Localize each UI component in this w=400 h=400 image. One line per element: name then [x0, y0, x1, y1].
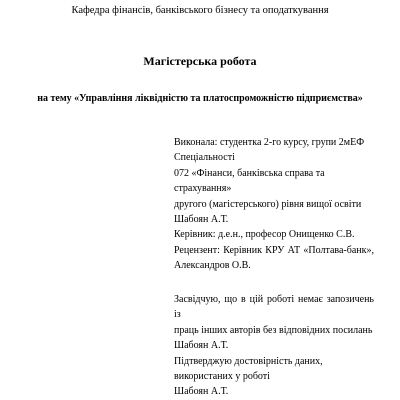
department-heading: Кафедра фінансів, банківського бізнесу та оподаткування: [71, 5, 329, 16]
author-line-reviewer-name: Александров О.В.: [174, 260, 251, 272]
author-line-specialty-name: 072 «Фінанси, банківська справа та: [174, 167, 325, 179]
author-line-supervisor: Керівник: д.е.н., професор Онищенко С.В.: [174, 229, 355, 241]
author-line-performer: Виконала: студентка 2-го курсу, групи 2мЕФ: [174, 137, 365, 148]
author-line-degree-level: другого (магістерського) рівня вищої освіти: [174, 198, 362, 210]
author-line-specialty-label: Спеціальності: [174, 152, 235, 164]
declaration-block: [174, 292, 374, 400]
author-info-block: [174, 135, 374, 274]
declaration-signature-1: Шабоян А.Т.: [174, 340, 229, 352]
declaration-line-1: Засвідчую, що в цій роботі немає запозичень із: [174, 294, 374, 321]
declaration-signature-2: Шабоян А.Т.: [174, 386, 229, 398]
author-line-specialty-name-cont: страхування»: [174, 183, 232, 195]
confirmation-line-2: використаних у роботі: [174, 371, 270, 383]
author-line-reviewer: Рецензент: Керівник КРУ АТ «Полтава-банк»,: [174, 244, 374, 256]
confirmation-line-1: Підтверджую достовірність даних,: [174, 355, 323, 367]
thesis-topic: на тему «Управління ліквідністю та платоспроможністю підприємства»: [37, 93, 363, 104]
author-line-student-name: Шабоян А.Т.: [174, 214, 229, 226]
document-title: Магістерська робота: [143, 54, 257, 68]
declaration-line-2: праць інших авторів без відповідних посилань: [174, 324, 373, 336]
